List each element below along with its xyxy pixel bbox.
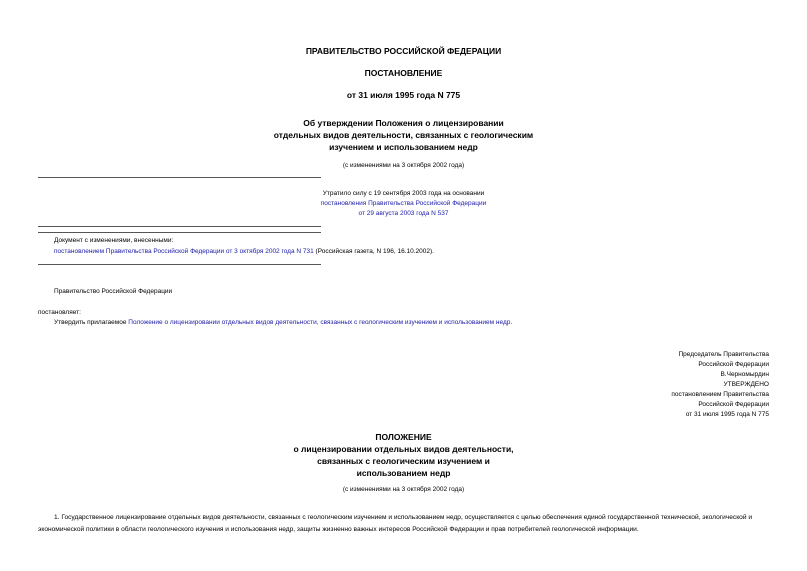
regulation-changes-note: (с изменениями на 3 октября 2002 года) (342, 486, 465, 493)
repeal-link-decree[interactable]: постановления Правительства Российской Федерации (320, 200, 487, 207)
divider (38, 232, 321, 233)
regulation-subtitle-1: о лицензировании отдельных видов деятельности, (293, 444, 514, 454)
paragraph-1: 1. Государственное лицензирование отдельных видов деятельности, связанных с геологическим изучением и использованием недр, осуществляется с целью обеспечения единой государственной технической, экологической и экономической политики в области геологического изучения и использования недр, защиты жизненно важных интересов Российской Федерации и прав потребителей геологической информации. (38, 514, 753, 533)
approve-prefix: Утвердить прилагаемое (54, 319, 129, 326)
signature-name: В.Черномырдин (720, 371, 769, 378)
regulation-subtitle-3: использованием недр (356, 468, 451, 478)
signature-title: Председатель Правительства (678, 351, 769, 358)
title-line-3: изучением и использованием недр (329, 142, 478, 152)
date-number: от 31 июля 1995 года N 775 (346, 90, 461, 100)
approved-date: от 31 июля 1995 года N 775 (685, 411, 769, 418)
approved-by: постановлением Правительства (671, 391, 769, 398)
approved-label: УТВЕРЖДЕНО (723, 381, 769, 388)
divider (38, 226, 321, 227)
approve-line (54, 319, 512, 326)
preamble-resolves: постановляет: (38, 309, 81, 316)
changes-note: (с изменениями на 3 октября 2002 года) (342, 162, 465, 169)
approved-country: Российской Федерации (698, 401, 769, 408)
divider (38, 177, 321, 178)
preamble-government: Правительство Российской Федерации (54, 288, 173, 295)
regulation-heading: ПОЛОЖЕНИЕ (375, 432, 432, 442)
government-heading: ПРАВИТЕЛЬСТВО РОССИЙСКОЙ ФЕДЕРАЦИИ (305, 46, 502, 56)
regulation-link[interactable]: Положение о лицензировании отдельных видов деятельности, связанных с геологическим изучением и использованием недр (128, 319, 511, 326)
divider (38, 264, 321, 265)
amendments-source: (Российская газета, N 196, 16.10.2002). (315, 248, 434, 255)
approve-suffix: . (510, 319, 513, 326)
repeal-note: Утратило силу с 19 сентября 2003 года на основании (322, 190, 485, 197)
amendments-link[interactable]: постановлением Правительства Российской Федерации от 3 октября 2002 года N 731 (54, 248, 314, 255)
title-line-1: Об утверждении Положения о лицензировании (303, 118, 504, 128)
amendments-line (54, 248, 434, 255)
amendments-label: Документ с изменениями, внесенными: (54, 237, 174, 244)
signature-country: Российской Федерации (698, 361, 769, 368)
doc-type-heading: ПОСТАНОВЛЕНИЕ (364, 68, 443, 78)
title-line-2: отдельных видов деятельности, связанных с геологическим (273, 130, 534, 140)
repeal-link-date[interactable]: от 29 августа 2003 года N 537 (358, 210, 449, 217)
regulation-subtitle-2: связанных с геологическим изучением и (317, 456, 490, 466)
